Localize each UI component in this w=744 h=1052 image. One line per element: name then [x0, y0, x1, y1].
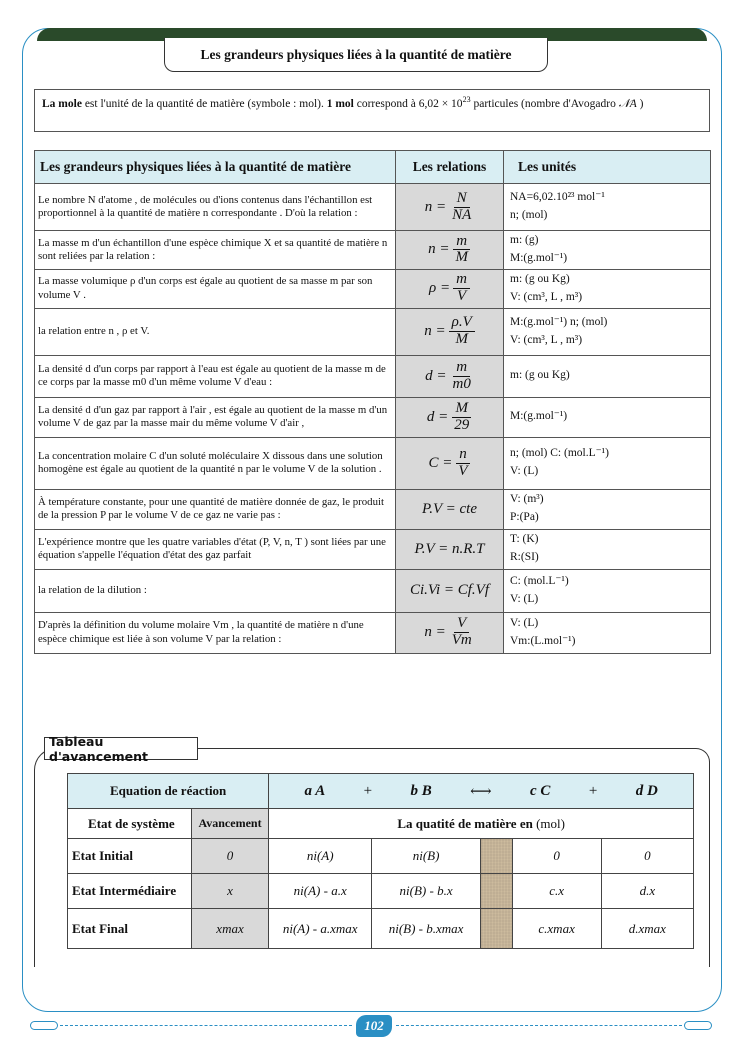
grandeur-description: la relation de la dilution :: [35, 569, 396, 612]
unit-line: M:(g.mol⁻¹): [510, 410, 568, 423]
relation-formula: [396, 397, 504, 437]
fraction-numerator: n: [456, 447, 470, 464]
quantite-unit: (mol): [536, 815, 565, 831]
fraction-numerator: ρ.V: [449, 315, 475, 332]
unit-line: M:(g.mol⁻¹): [510, 251, 568, 264]
unit-cell: [504, 184, 711, 231]
relation-formula: [396, 612, 504, 653]
grandeurs-row: [35, 397, 711, 437]
avancement-section: [34, 733, 710, 967]
fraction-numerator: M: [452, 401, 471, 418]
grandeur-description: L'expérience montre que les quatre variables d'état (P, V, n, T ) sont liées par une équation s'appelle l'équation d'état des gaz parfait: [35, 529, 396, 569]
fraction-denominator: NA: [452, 206, 472, 223]
relation-lhs: d =: [426, 408, 449, 425]
separator-column: [481, 839, 512, 874]
header-relations: Les relations: [396, 151, 504, 184]
separator-column: [481, 874, 512, 909]
unit-cell: [504, 269, 711, 308]
page-footer: [30, 1015, 714, 1037]
fraction-denominator: V: [456, 288, 467, 305]
relation-lhs: n =: [424, 198, 447, 215]
relation-lhs: C =: [428, 454, 453, 471]
unit-line: V: (L): [510, 592, 539, 605]
quantite-label: La quatité de matière en: [397, 815, 533, 831]
unit-cell: [504, 355, 711, 397]
quantite-header: [269, 809, 694, 839]
grandeur-description: La masse volumique ρ d'un corps est égale au quotient de sa masse m par son volume V .: [35, 269, 396, 308]
relation-formula: [396, 308, 504, 355]
grandeur-description: À température constante, pour une quantité de matière donnée de gaz, le produit de la pression P par le volume V de ce gaz ne varie pas :: [35, 489, 396, 529]
grandeurs-row: [35, 269, 711, 308]
relation-formula: [396, 355, 504, 397]
unit-line: m: (g): [510, 234, 539, 246]
fraction-denominator: Vm: [451, 632, 472, 649]
grandeurs-row: [35, 529, 711, 569]
avancement-value: 0: [191, 839, 269, 874]
page-number: 102: [356, 1015, 392, 1037]
unit-line: m: (g ou Kg): [510, 272, 570, 285]
relation-lhs: d =: [425, 367, 447, 384]
grandeur-description: Le nombre N d'atome , de molécules ou d'ions contenus dans l'échantillon est proportionnel à la quantité de matière n correspondante . D'où la relation :: [35, 184, 396, 231]
relation-formula: [396, 231, 504, 270]
footer-left-line: [60, 1025, 352, 1026]
relation-formula: [396, 437, 504, 489]
relation-formula: [396, 529, 504, 569]
intro-text-4: ): [636, 97, 644, 110]
unit-line: NA=6,02.10²³ mol⁻¹: [510, 191, 605, 204]
footer-left-ornament: [30, 1021, 58, 1030]
grandeurs-row: [35, 355, 711, 397]
grandeurs-row: [35, 184, 711, 231]
grandeurs-row: [35, 569, 711, 612]
grandeur-description: la relation entre n , ρ et V.: [35, 308, 396, 355]
unit-line: V: (L): [510, 465, 539, 478]
intro-text-3: particules (nombre d'Avogadro: [470, 97, 619, 110]
separator-column: [481, 909, 512, 949]
footer-right-line: [396, 1025, 682, 1026]
quantity-a: ni(A): [269, 839, 372, 874]
avancement-row: [68, 909, 694, 949]
avancement-table: [67, 773, 694, 949]
quantity-b: ni(B) - b.xmax: [372, 909, 481, 949]
relation-lhs: n =: [428, 241, 450, 258]
unit-line: V: (m³): [510, 493, 544, 506]
relation-fraction: [450, 360, 474, 393]
relation-fraction: [455, 447, 470, 480]
unit-cell: [504, 569, 711, 612]
relation-fraction: [452, 234, 471, 267]
unit-line: T: (K): [510, 533, 539, 546]
avancement-value: x: [191, 874, 269, 909]
relation-formula: [396, 489, 504, 529]
relation-fraction: [449, 191, 474, 224]
unit-line: M:(g.mol⁻¹) n; (mol): [510, 315, 608, 328]
fraction-denominator: M: [455, 249, 468, 266]
relation-formula: [396, 184, 504, 231]
footer-right-ornament: [684, 1021, 712, 1030]
unit-cell: [504, 612, 711, 653]
quantity-c: c.x: [512, 874, 601, 909]
unit-line: V: (L): [510, 616, 539, 629]
unit-cell: [504, 437, 711, 489]
grandeur-description: La masse m d'un échantillon d'une espèce chimique X et sa quantité de matière n sont reliées par la relation :: [35, 231, 396, 270]
quantity-d: 0: [601, 839, 693, 874]
eq-arrow-icon: ⟷: [470, 783, 492, 800]
fraction-numerator: N: [454, 191, 470, 208]
relation-lhs: ρ =: [429, 280, 451, 297]
grandeur-description: La concentration molaire C d'un soluté moléculaire X dissous dans une solution homogène est égale au quotient de la quantité n par le volume V de la solution .: [35, 437, 396, 489]
etat-name: Etat Final: [68, 909, 192, 949]
avogadro-symbol: 𝒩A: [618, 97, 637, 110]
relation-fraction: [451, 401, 472, 434]
eq-plus-2: +: [588, 782, 598, 799]
quantity-d: d.xmax: [601, 909, 693, 949]
relation-equation: P.V = cte: [422, 500, 477, 517]
fraction-numerator: m: [453, 234, 470, 251]
intro-text-2: correspond à 6,02 × 10: [353, 97, 463, 110]
unit-line: Vm:(L.mol⁻¹): [510, 634, 576, 647]
grandeurs-row: [35, 437, 711, 489]
grandeurs-table: [34, 150, 711, 654]
intro-text-1: est l'unité de la quantité de matière (symbole : mol).: [81, 97, 327, 110]
eq-plus-1: +: [363, 782, 373, 799]
unit-cell: [504, 397, 711, 437]
etat-name: Etat Intermédiaire: [68, 874, 192, 909]
relation-lhs: n =: [424, 624, 446, 641]
eq-reactant-b: b B: [410, 782, 432, 799]
relation-fraction: [449, 315, 475, 348]
etat-name: Etat Initial: [68, 839, 192, 874]
unit-line: m: (g ou Kg): [510, 369, 570, 382]
quantity-b: ni(B) - b.x: [372, 874, 481, 909]
unit-line: n; (mol) C: (mol.L⁻¹): [510, 447, 609, 460]
avancement-label: Tableau d'avancement: [44, 737, 198, 760]
unit-line: V: (cm³, L , m³): [510, 333, 583, 346]
fraction-denominator: M: [455, 331, 468, 348]
avancement-value: xmax: [191, 909, 269, 949]
intro-box: [34, 89, 710, 132]
grandeurs-row: [35, 231, 711, 270]
relation-fraction: [453, 272, 470, 305]
intro-1mol: 1 mol: [326, 97, 354, 110]
relation-formula: [396, 269, 504, 308]
relation-fraction: [449, 616, 475, 649]
relation-equation: Ci.Vi = Cf.Vf: [409, 582, 489, 599]
grandeurs-row: [35, 489, 711, 529]
etat-label: Etat de système: [68, 809, 192, 839]
intro-exponent: 23: [462, 95, 471, 104]
grandeur-description: La densité d d'un gaz par rapport à l'air , est égale au quotient de la masse m d'un volume V de gaz par la masse mair du même volume V d'air ,: [35, 397, 396, 437]
quantity-a: ni(A) - a.x: [269, 874, 372, 909]
quantity-c: 0: [512, 839, 601, 874]
equation-cell: [269, 774, 694, 809]
grandeurs-row: [35, 308, 711, 355]
unit-line: n; (mol): [510, 209, 548, 221]
relation-formula: [396, 569, 504, 612]
fraction-numerator: V: [454, 616, 469, 633]
unit-cell: [504, 231, 711, 270]
equation-label: Equation de réaction: [68, 774, 269, 809]
grandeurs-row: [35, 612, 711, 653]
quantity-b: ni(B): [372, 839, 481, 874]
fraction-numerator: m: [453, 360, 470, 377]
fraction-numerator: m: [453, 272, 470, 289]
eq-product-d: d D: [635, 782, 658, 799]
page-title: Les grandeurs physiques liées à la quantité de matière: [164, 38, 548, 72]
unit-line: P:(Pa): [510, 511, 539, 524]
eq-reactant-a: a A: [304, 782, 326, 799]
eq-product-c: c C: [530, 782, 551, 799]
quantity-d: d.x: [601, 874, 693, 909]
grandeur-description: La densité d d'un corps par rapport à l'eau est égale au quotient de la masse m de ce corps par la masse m0 d'un même volume V d'eau :: [35, 355, 396, 397]
unit-cell: [504, 489, 711, 529]
quantity-a: ni(A) - a.xmax: [269, 909, 372, 949]
relation-equation: P.V = n.R.T: [414, 540, 485, 557]
grandeur-description: D'après la définition du volume molaire Vm , la quantité de matière n d'une espèce chimique est liée à son volume V par la relation :: [35, 612, 396, 653]
fraction-denominator: V: [458, 462, 468, 479]
unit-cell: [504, 529, 711, 569]
header-unites: Les unités: [504, 151, 711, 184]
intro-mole-term: La mole: [42, 97, 82, 110]
avancement-row: [68, 874, 694, 909]
unit-line: R:(SI): [510, 551, 539, 564]
quantity-c: c.xmax: [512, 909, 601, 949]
unit-line: V: (cm³, L , m³): [510, 290, 583, 303]
fraction-denominator: 29: [454, 416, 470, 433]
header-grandeurs: Les grandeurs physiques liées à la quantité de matière: [35, 151, 396, 184]
unit-line: C: (mol.L⁻¹): [510, 574, 569, 587]
avancement-row: [68, 839, 694, 874]
avancement-header: Avancement: [191, 809, 269, 839]
fraction-denominator: m0: [452, 375, 471, 392]
relation-lhs: n =: [424, 323, 446, 340]
unit-cell: [504, 308, 711, 355]
